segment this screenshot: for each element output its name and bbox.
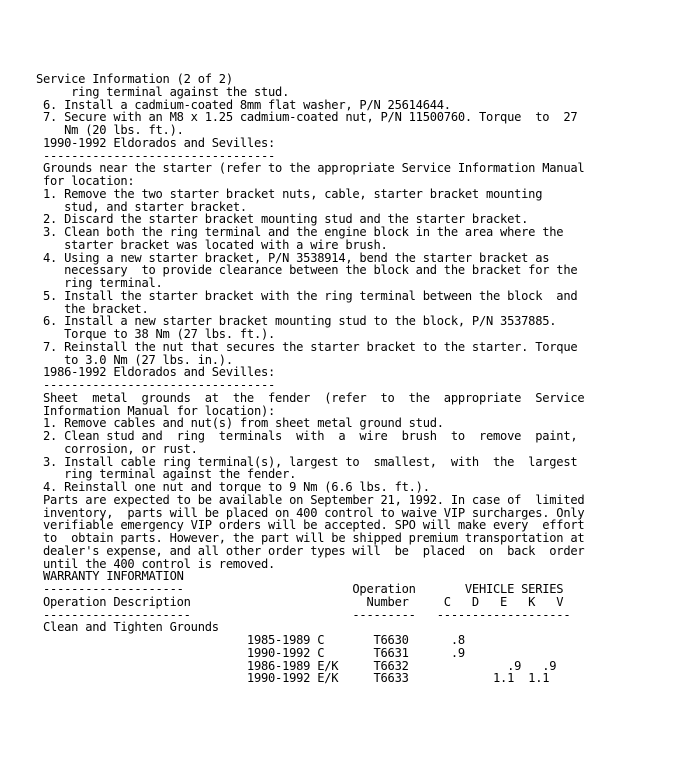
document-line: --------------------- --------- ------------------- [36, 607, 571, 622]
document-line: Grounds near the starter (refer to the appropriate Service Information Manual [36, 161, 585, 176]
document-line: corrosion, or rust. [36, 441, 198, 456]
document-line: Clean and Tighten Grounds [36, 620, 219, 635]
document-line: 2. Clean stud and ring terminals with a wire brush to remove paint, [36, 429, 578, 443]
document-line: Torque to 38 Nm (27 lbs. ft.). [36, 327, 276, 341]
document-line: 1986-1992 Eldorados and Sevilles: [36, 365, 276, 380]
document-line: to 3.0 Nm (27 lbs. in.). [36, 352, 233, 367]
document-line: the bracket. [36, 301, 149, 316]
document-line: Parts are expected to be available on September 21, 1992. In case of limited [36, 492, 585, 507]
document-line: 1986-1989 E/K T6632 .9 .9 [36, 658, 557, 673]
document-line: Nm (20 lbs. ft.). [36, 123, 184, 137]
document-line: 1. Remove the two starter bracket nuts, cable, starter bracket mounting [36, 186, 543, 201]
document-line: inventory, parts will be placed on 400 control to waive VIP surcharges. Only [36, 505, 585, 520]
document-line: ring terminal. [36, 276, 163, 290]
document-line: 4. Reinstall one nut and torque to 9 Nm (6.6 lbs. ft.). [36, 480, 430, 494]
document-line: 4. Using a new starter bracket, P/N 3538914, bend the starter bracket as [36, 250, 550, 265]
document-line: 1990-1992 Eldorados and Sevilles: [36, 135, 276, 150]
document-line: Operation Description Number C D E K V [36, 594, 564, 609]
document-line: -------------------- Operation VEHICLE SERIES [36, 582, 564, 596]
document-line: 5. Install the starter bracket with the ring terminal between the block and [36, 288, 578, 303]
document-line: starter bracket was located with a wire brush. [36, 237, 388, 252]
document-line: Information Manual for location): [36, 403, 276, 418]
document-line: 1985-1989 C T6630 .8 [36, 633, 465, 647]
document-line: 3. Install cable ring terminal(s), largest to smallest, with the largest [36, 454, 578, 469]
document-line: ring terminal against the stud. [36, 84, 290, 99]
document-line: 2. Discard the starter bracket mounting stud and the starter bracket. [36, 212, 529, 227]
service-bulletin-text [36, 73, 676, 685]
document-line: 6. Install a new starter bracket mounting stud to the block, P/N 3537885. [36, 314, 557, 329]
document-line: Service Information (2 of 2) [36, 72, 233, 86]
document-line: 6. Install a cadmium-coated 8mm flat washer, P/N 25614644. [36, 97, 451, 112]
document-line: 1990-1992 E/K T6633 1.1 1.1 [36, 671, 550, 686]
document-line: 1990-1992 C T6631 .9 [36, 645, 465, 660]
document-line: --------------------------------- [36, 378, 276, 392]
document-line: stud, and starter bracket. [36, 199, 247, 214]
document-line: ring terminal against the fender. [36, 467, 297, 482]
document-line: 7. Reinstall the nut that secures the starter bracket to the starter. Torque [36, 339, 578, 354]
document-line: dealer's expense, and all other order types will be placed on back order [36, 543, 585, 558]
document-line: Sheet metal grounds at the fender (refer to the appropriate Service [36, 390, 585, 405]
document-line: to obtain parts. However, the part will be shipped premium transportation at [36, 531, 585, 545]
document-line: 7. Secure with an M8 x 1.25 cadmium-coated nut, P/N 11500760. Torque to 27 [36, 110, 578, 125]
document-line: for location: [36, 174, 135, 188]
document-line: WARRANTY INFORMATION [36, 569, 184, 584]
document-line: 3. Clean both the ring terminal and the engine block in the area where the [36, 225, 564, 239]
document-line: --------------------------------- [36, 148, 276, 163]
document-line: necessary to provide clearance between the block and the bracket for the [36, 263, 578, 278]
document-line: 1. Remove cables and nut(s) from sheet metal ground stud. [36, 416, 444, 431]
document-line: verifiable emergency VIP orders will be accepted. SPO will make every effort [36, 518, 585, 533]
document-line: until the 400 control is removed. [36, 556, 276, 571]
